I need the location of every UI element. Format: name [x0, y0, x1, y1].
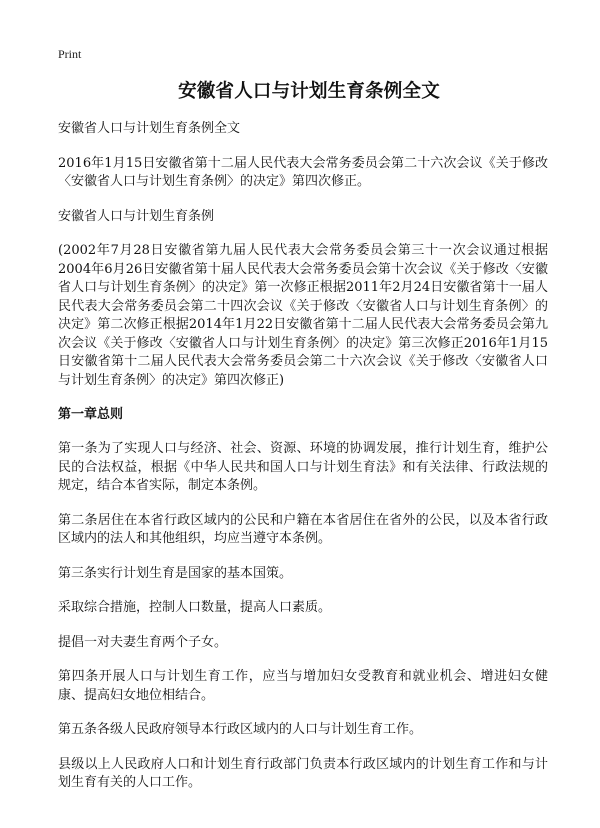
paragraph-revision-note: 2016年1月15日安徽省第十二届人民代表大会常务委员会第二十六次会议《关于修改〈安徽省人口与计划生育条例〉的决定》第四次修正。 [58, 155, 548, 189]
article-3-line-2: 采取综合措施，控制人口数量，提高人口素质。 [58, 600, 332, 615]
paragraph-regulation-name: 安徽省人口与计划生育条例 [58, 208, 215, 224]
document-body [58, 120, 548, 809]
article-1: 第一条为了实现人口与经济、社会、资源、环境的协调发展，推行计划生育，维护公民的合法权益，根据《中华人民共和国人口与计划生育法》和有关法律、行政法规的规定，结合本省实际，制定本条例。 [58, 441, 548, 493]
paragraph-revision-history: (2002年7月28日安徽省第九届人民代表大会常务委员会第三十一次会议通过根据2004年6月26日安徽省第十届人民代表大会常务委员会第十次会议《关于修改〈安徽省人口与计划生育条例〉的决定》第一次修正根据2011年2月24日安徽省第十一届人民代表大会常务委员会第二十四次会议《关于修改〈安徽省人口与计划生育条例〉的决定》第二次修正根据2014年1月22日安徽省第十二届人民代表大会常务委员会第九次会议《关于修改〈安徽省人口与计划生育条例〉的决定》第三次修正2016年1月15日安徽省第十二届人民代表大会常务委员会第二十六次会议《关于修改〈安徽省人口与计划生育条例〉的决定》第四次修正) [58, 243, 548, 388]
article-3: 第三条实行计划生育是国家的基本国策。 [58, 565, 293, 581]
page-title: 安徽省人口与计划生育条例全文 [178, 81, 440, 102]
article-5: 第五条各级人民政府领导本行政区域内的人口与计划生育工作。 [58, 722, 423, 737]
article-4: 第四条开展人口与计划生育工作，应当与增加妇女受教育和就业机会、增进妇女健康、提高妇女地位相结合。 [58, 669, 548, 703]
print-link[interactable]: Print [58, 47, 82, 61]
chapter-heading: 第一章总则 [58, 407, 124, 422]
article-3-line-3: 提倡一对夫妻生育两个子女。 [58, 634, 228, 650]
article-2: 第二条居住在本省行政区域内的公民和户籍在本省居住在省外的公民，以及本省行政区域内的法人和其他组织，均应当遵守本条例。 [58, 512, 548, 546]
paragraph-intro-title: 安徽省人口与计划生育条例全文 [58, 121, 241, 136]
article-5-line-2: 县级以上人民政府人口和计划生育行政部门负责本行政区域内的计划生育工作和与计划生育有关的人口工作。 [58, 756, 548, 790]
